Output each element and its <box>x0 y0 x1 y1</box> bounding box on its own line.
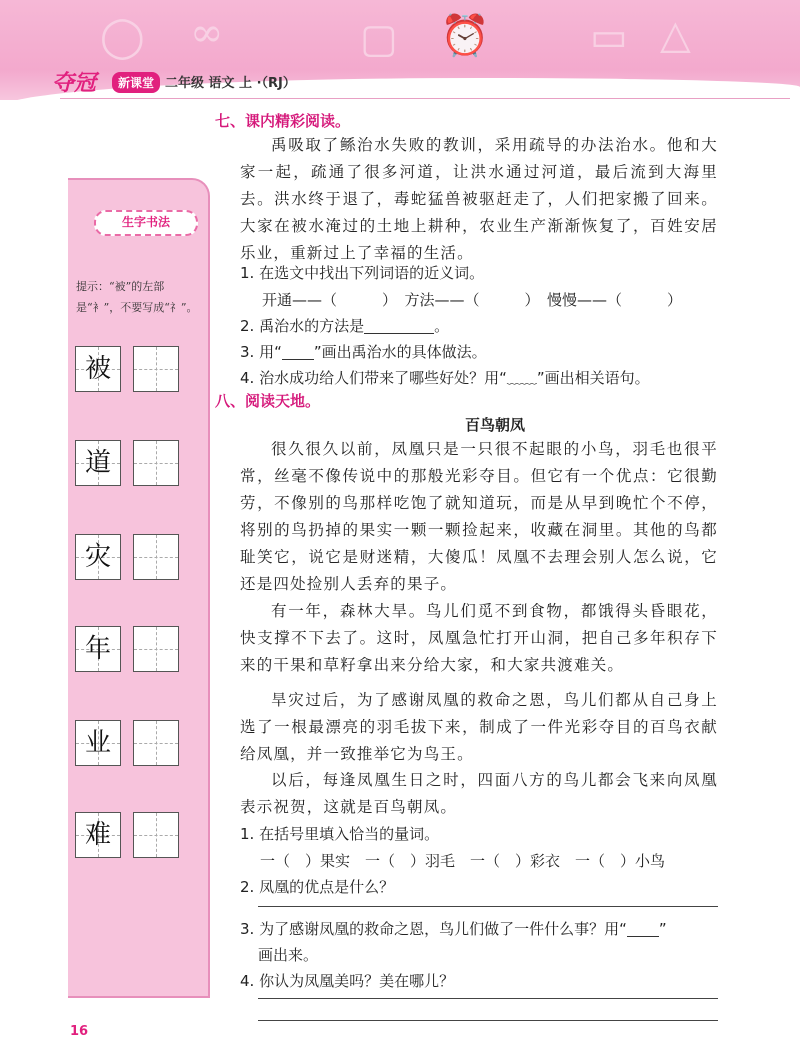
practice-box-model <box>75 440 121 486</box>
compass-doodle-icon: △ <box>660 12 691 58</box>
book-doodle-icon: ▭ <box>590 14 628 60</box>
s7-question-1-items: 开通——（ ） 方法——（ ） 慢慢——（ ） <box>262 291 683 309</box>
s8-question-1-items: 一（ ）果实 一（ ）羽毛 一（ ）彩衣 一（ ）小鸟 <box>260 852 666 870</box>
clock-doodle-icon: ⏰ <box>440 13 490 59</box>
s7-q2-answer-blank[interactable] <box>364 319 434 334</box>
brand-badge: 新课堂 <box>112 72 160 93</box>
sidebar-title: 生字书法 <box>94 210 198 236</box>
section-7-passage: 禹吸取了鲧治水失败的教训，采用疏导的办法治水。他和大家一起，疏通了很多河道，让洪水通过河道，最后流到大海里去。洪水终于退了，毒蛇猛兽被驱赶走了，人们把家搬了回来。大家在被水淹过的土地上耕种，农业生产渐渐恢复了，百姓安居乐业，重新过上了幸福的生活。 <box>240 136 718 262</box>
s7-question-4 <box>240 367 650 388</box>
globe-doodle-icon: ◯ <box>100 14 145 60</box>
story-paragraph-2: 有一年，森林大旱。鸟儿们觅不到食物，都饿得头昏眼花，快支撑不下去了。这时，凤凰急忙打开山洞，把自己多年积存下来的干果和草籽拿出来分给大家，和大家共渡难关。 <box>240 602 718 674</box>
s7-question-2 <box>240 315 449 336</box>
practice-char: 灾 <box>84 542 111 572</box>
s7-q2-prefix: 2. 禹治水的方法是 <box>240 317 365 335</box>
practice-box-blank[interactable] <box>133 346 179 392</box>
practice-row <box>75 346 185 396</box>
section-8-heading: 八、阅读天地。 <box>215 392 321 410</box>
practice-char: 道 <box>84 448 111 478</box>
s8-question-4: 4. 你认为凤凰美吗？美在哪儿？ <box>240 972 455 990</box>
practice-box-model <box>75 346 121 392</box>
practice-box-blank[interactable] <box>133 812 179 858</box>
sidebar-tip: 提示：“被”的左部是“衤”，不要写成“礻”。 <box>76 280 198 314</box>
story-paragraph-4: 以后，每逢凤凰生日之时，四面八方的鸟儿都会飞来向凤凰表示祝贺，这就是百鸟朝凤。 <box>240 771 718 816</box>
practice-box-model <box>75 812 121 858</box>
practice-box-blank[interactable] <box>133 720 179 766</box>
practice-char: 难 <box>84 820 111 850</box>
practice-row <box>75 534 185 584</box>
page-number: 16 <box>70 1024 89 1039</box>
practice-box-blank[interactable] <box>133 534 179 580</box>
practice-char: 年 <box>84 634 111 664</box>
s7-question-3 <box>240 341 487 362</box>
practice-row <box>75 720 185 770</box>
bag-doodle-icon: ▢ <box>360 16 398 62</box>
grade-subject-label: 二年级 语文 上 ·（RJ） <box>165 76 296 91</box>
s8-question-1: 1. 在括号里填入恰当的量词。 <box>240 825 440 843</box>
story-paragraph-3: 旱灾过后，为了感谢凤凰的救命之恩，鸟儿们都从自己身上选了一根最漂亮的羽毛拔下来，制成了一件光彩夺目的百鸟衣献给凤凰，并一致推举它为鸟王。 <box>240 691 718 763</box>
section-7-heading: 七、课内精彩阅读。 <box>215 112 351 130</box>
practice-box-blank[interactable] <box>133 626 179 672</box>
practice-box-blank[interactable] <box>133 440 179 486</box>
practice-box-model <box>75 720 121 766</box>
s8-question-3-line2: 画出来。 <box>258 946 319 964</box>
s7-q4-wavy-mark: ﹏﹏ <box>506 369 537 387</box>
practice-char: 业 <box>84 728 111 758</box>
practice-box-model <box>75 626 121 672</box>
practice-row <box>75 626 185 676</box>
story-paragraph-1: 很久很久以前，凤凰只是一只很不起眼的小鸟，羽毛也很平常，丝毫不像传说中的那般光彩夺目。但它有一个优点：它很勤劳，不像别的鸟那样吃饱了就知道玩，而是从早到晚忙个不停，将别的鸟扔掉的果实一颗一颗捡起来，收藏在洞里。其他的鸟都耻笑它，说它是财迷精，大傻瓜！凤凰不去理会别人怎么说，它还是四处捡别人丢弃的果子。 <box>240 440 718 593</box>
story-title: 百鸟朝凤 <box>464 416 525 434</box>
s7-q3-underline-mark <box>282 345 314 360</box>
s8-q3-underline-mark <box>627 922 659 937</box>
practice-row <box>75 440 185 490</box>
s8-q4-answer-line-1[interactable] <box>258 998 718 999</box>
s8-q4-answer-line-2[interactable] <box>258 1020 718 1021</box>
brand-logo: 夺冠 <box>52 71 97 96</box>
s8-question-3 <box>240 918 667 939</box>
s7-q3-prefix: 3. 用“ <box>240 343 282 361</box>
practice-char: 被 <box>84 354 111 384</box>
s8-q2-answer-line[interactable] <box>258 906 718 907</box>
practice-row <box>75 812 185 862</box>
s7-q2-suffix: 。 <box>434 317 450 335</box>
s7-q4-prefix: 4. 治水成功给人们带来了哪些好处？用“ <box>240 369 507 387</box>
s8-q3-suffix: ” <box>658 920 667 938</box>
header-rule <box>60 98 790 99</box>
glasses-doodle-icon: ∞ <box>190 10 224 56</box>
practice-box-model <box>75 534 121 580</box>
s8-question-2: 2. 凤凰的优点是什么？ <box>240 878 395 896</box>
s7-q3-suffix: ”画出禹治水的具体做法。 <box>313 343 487 361</box>
s7-question-1: 1. 在选文中找出下列词语的近义词。 <box>240 264 485 282</box>
s8-q3-prefix: 3. 为了感谢凤凰的救命之恩，鸟儿们做了一件什么事？用“ <box>240 920 627 938</box>
s7-q4-suffix: ”画出相关语句。 <box>536 369 650 387</box>
